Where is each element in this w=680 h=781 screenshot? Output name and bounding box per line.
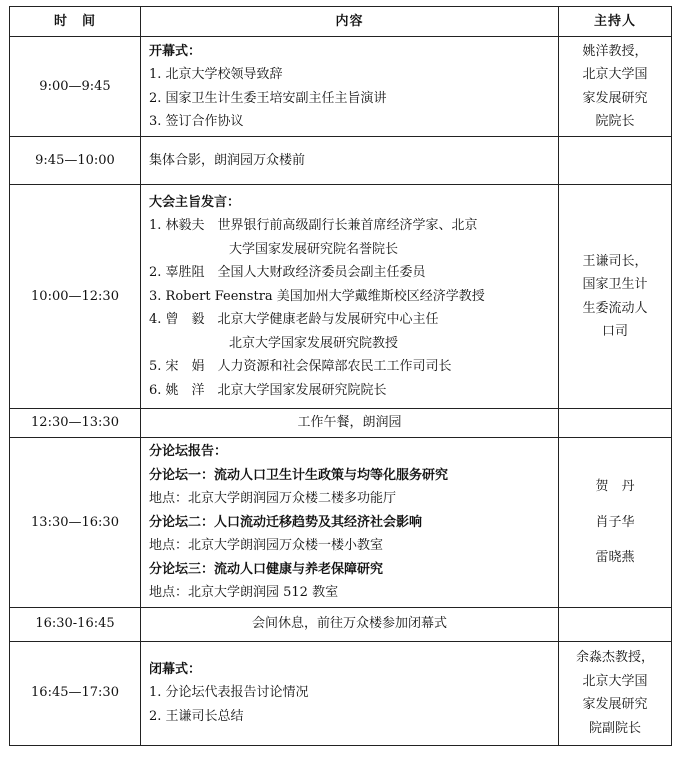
session-time: 12:30—13:30 <box>10 409 141 438</box>
forum-title: 分论坛二：人口流动迁移趋势及其经济社会影响 <box>149 514 423 530</box>
forum-place: 地点：北京大学朗润园 512 教室 <box>149 585 339 600</box>
session-heading: 大会主旨发言： <box>149 194 241 210</box>
agenda-item: 2. 辜胜阻 全国人大财政经济委员会副主任委员 <box>149 265 426 281</box>
table-header-row <box>10 7 672 37</box>
session-content: 会间休息，前往万众楼参加闭幕式 <box>141 607 559 641</box>
agenda-item: 6. 姚 洋 北京大学国家发展研究院院长 <box>149 382 387 398</box>
forum-place: 地点：北京大学朗润园万众楼一楼小教室 <box>149 538 384 553</box>
table-row <box>10 438 672 608</box>
agenda-item: 3. 签订合作协议 <box>149 114 244 129</box>
session-time: 9:00—9:45 <box>10 37 141 137</box>
table-row <box>10 641 672 745</box>
session-content <box>141 37 559 137</box>
session-time: 16:30-16:45 <box>10 607 141 641</box>
host-line: 肖子华 <box>595 514 635 530</box>
session-time: 10:00—12:30 <box>10 185 141 409</box>
agenda-item: 4. 曾 毅 北京大学健康老龄与发展研究中心主任 <box>149 312 439 328</box>
session-heading: 开幕式： <box>149 43 202 59</box>
host-line: 姚洋教授， <box>582 43 648 59</box>
host-line: 北京大学国 <box>582 67 648 82</box>
table-row <box>10 37 672 137</box>
host-line: 生委流动人 <box>582 300 648 316</box>
agenda-item: 1. 林毅夫 世界银行前高级副行长兼首席经济学家、北京 <box>149 218 478 234</box>
agenda-item: 2. 王谦司长总结 <box>149 708 244 724</box>
table-row <box>10 137 672 185</box>
agenda-item: 2. 国家卫生计生委王培安副主任主旨演讲 <box>149 90 387 106</box>
table-row <box>10 607 672 641</box>
session-host <box>559 607 672 641</box>
session-heading: 闭幕式： <box>149 661 202 677</box>
session-host <box>559 137 672 185</box>
agenda-item: 5. 宋 娟 人力资源和社会保障部农民工工作司司长 <box>149 359 452 375</box>
host-line: 余淼杰教授， <box>575 650 654 665</box>
agenda-item: 大学国家发展研究院名誉院长 <box>229 241 399 257</box>
host-line: 家发展研究 <box>582 697 648 712</box>
host-line: 口司 <box>601 324 628 339</box>
session-time: 13:30—16:30 <box>10 438 141 608</box>
host-line: 国家卫生计 <box>582 277 648 292</box>
session-time: 9:45—10:00 <box>10 137 141 185</box>
host-line: 王谦司长， <box>582 253 648 269</box>
host-line: 贺 丹 <box>595 479 635 494</box>
host-line: 院院长 <box>595 114 635 129</box>
session-content <box>141 641 559 745</box>
table-row <box>10 185 672 409</box>
host-line: 北京大学国 <box>582 673 648 689</box>
host-line: 雷晓燕 <box>595 550 635 565</box>
session-heading: 分论坛报告： <box>149 444 228 459</box>
header-host: 主持人 <box>559 7 672 37</box>
forum-title: 分论坛一：流动人口卫生计生政策与均等化服务研究 <box>149 467 449 483</box>
session-host <box>559 185 672 409</box>
session-content <box>141 185 559 409</box>
forum-title: 分论坛三：流动人口健康与养老保障研究 <box>149 561 384 577</box>
table-row <box>10 409 672 438</box>
session-host <box>559 641 672 745</box>
session-host <box>559 438 672 608</box>
host-line: 家发展研究 <box>582 90 648 106</box>
session-host <box>559 37 672 137</box>
header-time: 时 间 <box>10 7 141 37</box>
session-host <box>559 409 672 438</box>
host-line: 院副院长 <box>588 720 641 736</box>
agenda-item: 北京大学国家发展研究院教授 <box>229 335 399 351</box>
session-time: 16:45—17:30 <box>10 641 141 745</box>
schedule-table <box>9 6 672 746</box>
agenda-item: 3. Robert Feenstra 美国加州大学戴维斯校区经济学教授 <box>149 288 485 304</box>
session-content <box>141 438 559 608</box>
forum-place: 地点：北京大学朗润园万众楼二楼多功能厅 <box>149 491 397 506</box>
header-content: 内容 <box>141 7 559 37</box>
agenda-item: 1. 分论坛代表报告讨论情况 <box>149 685 309 701</box>
session-content: 工作午餐，朗润园 <box>141 409 559 438</box>
agenda-item: 1. 北京大学校领导致辞 <box>149 67 283 82</box>
session-content: 集体合影，朗润园万众楼前 <box>141 137 559 185</box>
